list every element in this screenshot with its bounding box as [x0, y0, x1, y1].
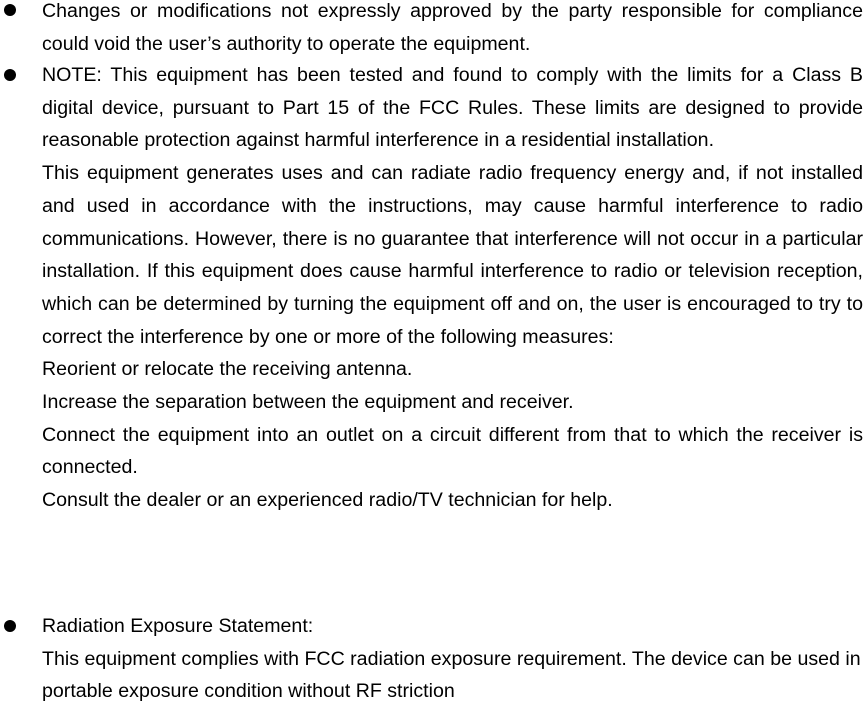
measure-item: Consult the dealer or an experienced radio/TV technician for help.	[42, 489, 613, 512]
paragraph: This equipment complies with FCC radiation exposure requirement. The device can be used in portable exposure condition without RF striction	[42, 647, 861, 703]
paragraph: Changes or modifications not expressly approved by the party responsible for compliance could void the user’s authority to operate the equipment.	[42, 0, 863, 55]
bullet-icon	[4, 4, 16, 16]
bullet-icon	[4, 69, 16, 81]
bullet-icon	[4, 620, 16, 632]
paragraph: This equipment generates uses and can radiate radio frequency energy and, if not installed and used in accordance with the instructions, may cause harmful interference to radio communications. However, there is no guarantee that interference will not occur in a particular installation. If this equipment does cause harmful interference to radio or television reception, which can be determined by turning the equipment off and on, the user is encouraged to try to correct the interference by one or more of the following measures:	[42, 162, 863, 348]
measure-item: Increase the separation between the equipment and receiver.	[42, 391, 574, 414]
compliance-warning	[42, 0, 863, 60]
fcc-note	[42, 59, 863, 517]
section-heading: Radiation Exposure Statement:	[42, 615, 314, 637]
radiation-exposure-statement	[42, 610, 863, 708]
paragraph: NOTE: This equipment has been tested and found to comply with the limits for a Class B digital device, pursuant to Part 15 of the FCC Rules. These limits are designed to provide reasonable protection against harmful interference in a residential installation.	[42, 64, 863, 152]
measure-item: Reorient or relocate the receiving antenna.	[42, 358, 413, 381]
measure-item: Connect the equipment into an outlet on a circuit different from that to which the receiver is connected.	[42, 423, 863, 479]
